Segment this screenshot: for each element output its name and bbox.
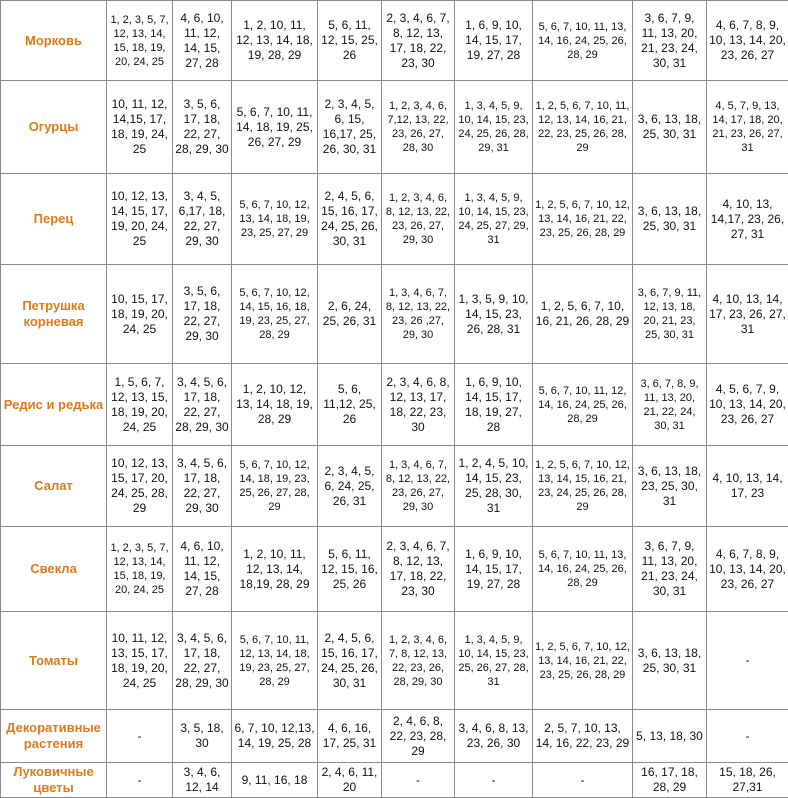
table-cell: 1, 2, 4, 5, 10, 14, 15, 23, 25, 28, 30, 31: [455, 446, 533, 527]
table-cell: 5, 6, 7, 10, 12, 14, 18, 19, 23, 25, 26, 27, 28, 29: [232, 446, 318, 527]
table-cell: 1, 2, 10, 12, 13, 14, 18, 19, 28, 29: [232, 364, 318, 446]
crop-name: Декоративные растения: [1, 710, 107, 763]
table-cell: 3, 4, 5, 6, 17, 18, 22, 27, 28, 29, 30: [173, 364, 232, 446]
table-row: [1, 174, 788, 265]
table-cell: 2, 5, 7, 10, 13, 14, 16, 22, 23, 29: [533, 710, 633, 763]
table-cell: 1, 6, 9, 10, 14, 15, 17, 19, 27, 28: [455, 1, 533, 81]
table-cell: 4, 6, 7, 8, 9, 10, 13, 14, 20, 23, 26, 27: [707, 527, 788, 612]
table-cell: -: [707, 612, 788, 710]
crop-name: Свекла: [1, 527, 107, 612]
table-cell: 1, 5, 6, 7, 12, 13, 15, 18, 19, 20, 24, 25: [107, 364, 173, 446]
table-cell: 2, 3, 4, 6, 7, 8, 12, 13, 17, 18, 22, 23, 30: [382, 527, 455, 612]
table-cell: 2, 6, 24, 25, 26, 31: [318, 265, 382, 364]
table-cell: 2, 3, 4, 5, 6, 15, 16,17, 25, 26, 30, 31: [318, 81, 382, 174]
table-cell: 3, 6, 13, 18, 25, 30, 31: [633, 612, 707, 710]
table-cell: 4, 6, 10, 11, 12, 14, 15, 27, 28: [173, 1, 232, 81]
table-cell: 1, 2, 5, 6, 7, 10, 12, 13, 14, 16, 21, 22, 23, 25, 26, 28, 29: [533, 174, 633, 265]
table-cell: 3, 5, 6, 17, 18, 22, 27, 28, 29, 30: [173, 81, 232, 174]
table-cell: 4, 10, 13, 14, 17, 23: [707, 446, 788, 527]
table-cell: 5, 6, 11,12, 25, 26: [318, 364, 382, 446]
table-cell: 1, 3, 4, 5, 9, 10, 14, 15, 23, 24, 25, 26, 28, 29, 31: [455, 81, 533, 174]
table-cell: 4, 5, 7, 9, 13, 14, 17, 18, 20, 21, 23, 26, 27, 31: [707, 81, 788, 174]
table-cell: 5, 13, 18, 30: [633, 710, 707, 763]
table-cell: 1, 2, 3, 5, 7, 12, 13, 14, 15, 18, 19, 20, 24, 25: [107, 527, 173, 612]
table-row: [1, 1, 788, 81]
table-cell: 1, 3, 4, 5, 9, 10, 14, 15, 23, 25, 26, 27, 28, 31: [455, 612, 533, 710]
table-row: [1, 446, 788, 527]
table-cell: 2, 3, 4, 5, 6, 24, 25, 26, 31: [318, 446, 382, 527]
table-cell: 2, 3, 4, 6, 7, 8, 12, 13, 17, 18, 22, 23, 30: [382, 1, 455, 81]
table-cell: 4, 6, 10, 11, 12, 14, 15, 27, 28: [173, 527, 232, 612]
table-cell: 1, 2, 10, 11, 12, 13, 14, 18,19, 28, 29: [232, 527, 318, 612]
table-cell: -: [455, 763, 533, 798]
table-cell: 1, 6, 9, 10, 14, 15, 17, 19, 27, 28: [455, 527, 533, 612]
table-cell: -: [707, 710, 788, 763]
table-cell: 1, 2, 3, 5, 7, 12, 13, 14, 15, 18, 19, 20, 24, 25: [107, 1, 173, 81]
crop-name: Луковичные цветы: [1, 763, 107, 798]
table-cell: 15, 18, 26, 27,31: [707, 763, 788, 798]
table-cell: 3, 4, 5, 6,17, 18, 22, 27, 29, 30: [173, 174, 232, 265]
table-cell: 3, 5, 18, 30: [173, 710, 232, 763]
table-cell: 1, 3, 4, 5, 9, 10, 14, 15, 23, 24, 25, 27, 29, 31: [455, 174, 533, 265]
table-cell: 1, 2, 3, 4, 6, 8, 12, 13, 22, 23, 26, 27, 29, 30: [382, 174, 455, 265]
table-cell: 2, 3, 4, 6, 8, 12, 13, 17, 18, 22, 23, 30: [382, 364, 455, 446]
table-cell: 3, 6, 13, 18, 25, 30, 31: [633, 174, 707, 265]
table-cell: 6, 7, 10, 12,13, 14, 19, 25, 28: [232, 710, 318, 763]
table-row: [1, 710, 788, 763]
table-cell: -: [382, 763, 455, 798]
table-cell: 5, 6, 7, 10, 12, 14, 15, 16, 18, 19, 23, 25, 27, 28, 29: [232, 265, 318, 364]
table-row: [1, 763, 788, 798]
table-cell: 1, 2, 10, 11, 12, 13, 14, 18, 19, 28, 29: [232, 1, 318, 81]
table-cell: 3, 6, 13, 18, 23, 25, 30, 31: [633, 446, 707, 527]
table-cell: 4, 5, 6, 7, 9, 10, 13, 14, 20, 23, 26, 27: [707, 364, 788, 446]
table-cell: 10, 12, 13, 15, 17, 20, 24, 25, 28, 29: [107, 446, 173, 527]
table-cell: 3, 4, 5, 6, 17, 18, 22, 27, 29, 30: [173, 446, 232, 527]
table-cell: 5, 6, 11, 12, 15, 16, 25, 26: [318, 527, 382, 612]
table-cell: -: [107, 763, 173, 798]
table-cell: 4, 6, 16, 17, 25, 31: [318, 710, 382, 763]
crop-name: Редис и редька: [1, 364, 107, 446]
table-cell: 1, 2, 3, 4, 6, 7,12, 13, 22, 23, 26, 27, 28, 30: [382, 81, 455, 174]
table-cell: 10, 15, 17, 18, 19, 20, 24, 25: [107, 265, 173, 364]
table-row: [1, 81, 788, 174]
table-body: [1, 1, 788, 798]
table-cell: 5, 6, 11, 12, 15, 25, 26: [318, 1, 382, 81]
table-cell: 1, 3, 4, 6, 7, 8, 12, 13, 22, 23, 26 ,27, 29, 30: [382, 265, 455, 364]
table-cell: 16, 17, 18, 28, 29: [633, 763, 707, 798]
table-cell: 5, 6, 7, 10, 11, 13, 14, 16, 24, 25, 26, 28, 29: [533, 527, 633, 612]
table-row: [1, 612, 788, 710]
table-cell: 3, 4, 5, 6, 17, 18, 22, 27, 28, 29, 30: [173, 612, 232, 710]
table-cell: 1, 2, 5, 6, 7, 10, 12, 13, 14, 15, 16, 21, 23, 24, 25, 26, 28, 29: [533, 446, 633, 527]
table-cell: 3, 6, 7, 8, 9, 11, 13, 20, 21, 22, 24, 30, 31: [633, 364, 707, 446]
crop-name: Томаты: [1, 612, 107, 710]
table-cell: 1, 6, 9, 10, 14, 15, 17, 18, 19, 27, 28: [455, 364, 533, 446]
table-cell: 2, 4, 5, 6, 15, 16, 17, 24, 25, 26, 30, 31: [318, 174, 382, 265]
table-cell: 3, 4, 6, 8, 13, 23, 26, 30: [455, 710, 533, 763]
table-cell: 5, 6, 7, 10, 11, 12, 13, 14, 18, 19, 23, 25, 27, 28, 29: [232, 612, 318, 710]
table-cell: 10, 11, 12, 14,15, 17, 18, 19, 24, 25: [107, 81, 173, 174]
table-cell: 2, 4, 5, 6, 15, 16, 17, 24, 25, 26, 30, 31: [318, 612, 382, 710]
crop-name: Морковь: [1, 1, 107, 81]
table-cell: 9, 11, 16, 18: [232, 763, 318, 798]
crop-name: Огурцы: [1, 81, 107, 174]
table-cell: 1, 2, 3, 4, 6, 7, 8, 12, 13, 22, 23, 26, 28, 29, 30: [382, 612, 455, 710]
table-cell: 3, 6, 13, 18, 25, 30, 31: [633, 81, 707, 174]
table-cell: 5, 6, 7, 10, 11, 12, 14, 16, 24, 25, 26, 28, 29: [533, 364, 633, 446]
table-cell: 10, 12, 13, 14, 15, 17, 19, 20, 24, 25: [107, 174, 173, 265]
table-cell: 2, 4, 6, 8, 22, 23, 28, 29: [382, 710, 455, 763]
table-cell: 4, 10, 13, 14,17, 23, 26, 27, 31: [707, 174, 788, 265]
table-cell: 3, 6, 7, 9, 11, 13, 20, 21, 23, 24, 30, 31: [633, 1, 707, 81]
table-cell: 5, 6, 7, 10, 12, 13, 14, 18, 19, 23, 25, 27, 29: [232, 174, 318, 265]
table-cell: 2, 4, 6, 11, 20: [318, 763, 382, 798]
table-cell: -: [533, 763, 633, 798]
table-cell: 1, 2, 5, 6, 7, 10, 12, 13, 14, 16, 21, 22, 23, 25, 26, 28, 29: [533, 612, 633, 710]
table-cell: 10, 11, 12, 13, 15, 17, 18, 19, 20, 24, 25: [107, 612, 173, 710]
table-cell: 5, 6, 7, 10, 11, 13, 14, 16, 24, 25, 26, 28, 29: [533, 1, 633, 81]
crop-name: Перец: [1, 174, 107, 265]
table-cell: 1, 3, 5, 9, 10, 14, 15, 23, 26, 28, 31: [455, 265, 533, 364]
table-cell: 3, 4, 6, 12, 14: [173, 763, 232, 798]
table-row: [1, 265, 788, 364]
table-cell: -: [107, 710, 173, 763]
table-cell: 4, 10, 13, 14, 17, 23, 26, 27, 31: [707, 265, 788, 364]
table-row: [1, 364, 788, 446]
table-cell: 1, 2, 5, 6, 7, 10, 11, 12, 13, 14, 16, 21, 22, 23, 25, 26, 28, 29: [533, 81, 633, 174]
table-cell: 5, 6, 7, 10, 11, 14, 18, 19, 25, 26, 27, 29: [232, 81, 318, 174]
table-cell: 3, 6, 7, 9, 11, 12, 13, 18, 20, 21, 23, 25, 30, 31: [633, 265, 707, 364]
crop-name: Петрушка корневая: [1, 265, 107, 364]
table-cell: 4, 6, 7, 8, 9, 10, 13, 14, 20, 23, 26, 27: [707, 1, 788, 81]
table-cell: 1, 3, 4, 6, 7, 8, 12, 13, 22, 23, 26, 27, 29, 30: [382, 446, 455, 527]
table-cell: 3, 5, 6, 17, 18, 22, 27, 29, 30: [173, 265, 232, 364]
table-cell: 3, 6, 7, 9, 11, 13, 20, 21, 23, 24, 30, 31: [633, 527, 707, 612]
table-row: [1, 527, 788, 612]
crop-name: Салат: [1, 446, 107, 527]
table-cell: 1, 2, 5, 6, 7, 10, 16, 21, 26, 28, 29: [533, 265, 633, 364]
